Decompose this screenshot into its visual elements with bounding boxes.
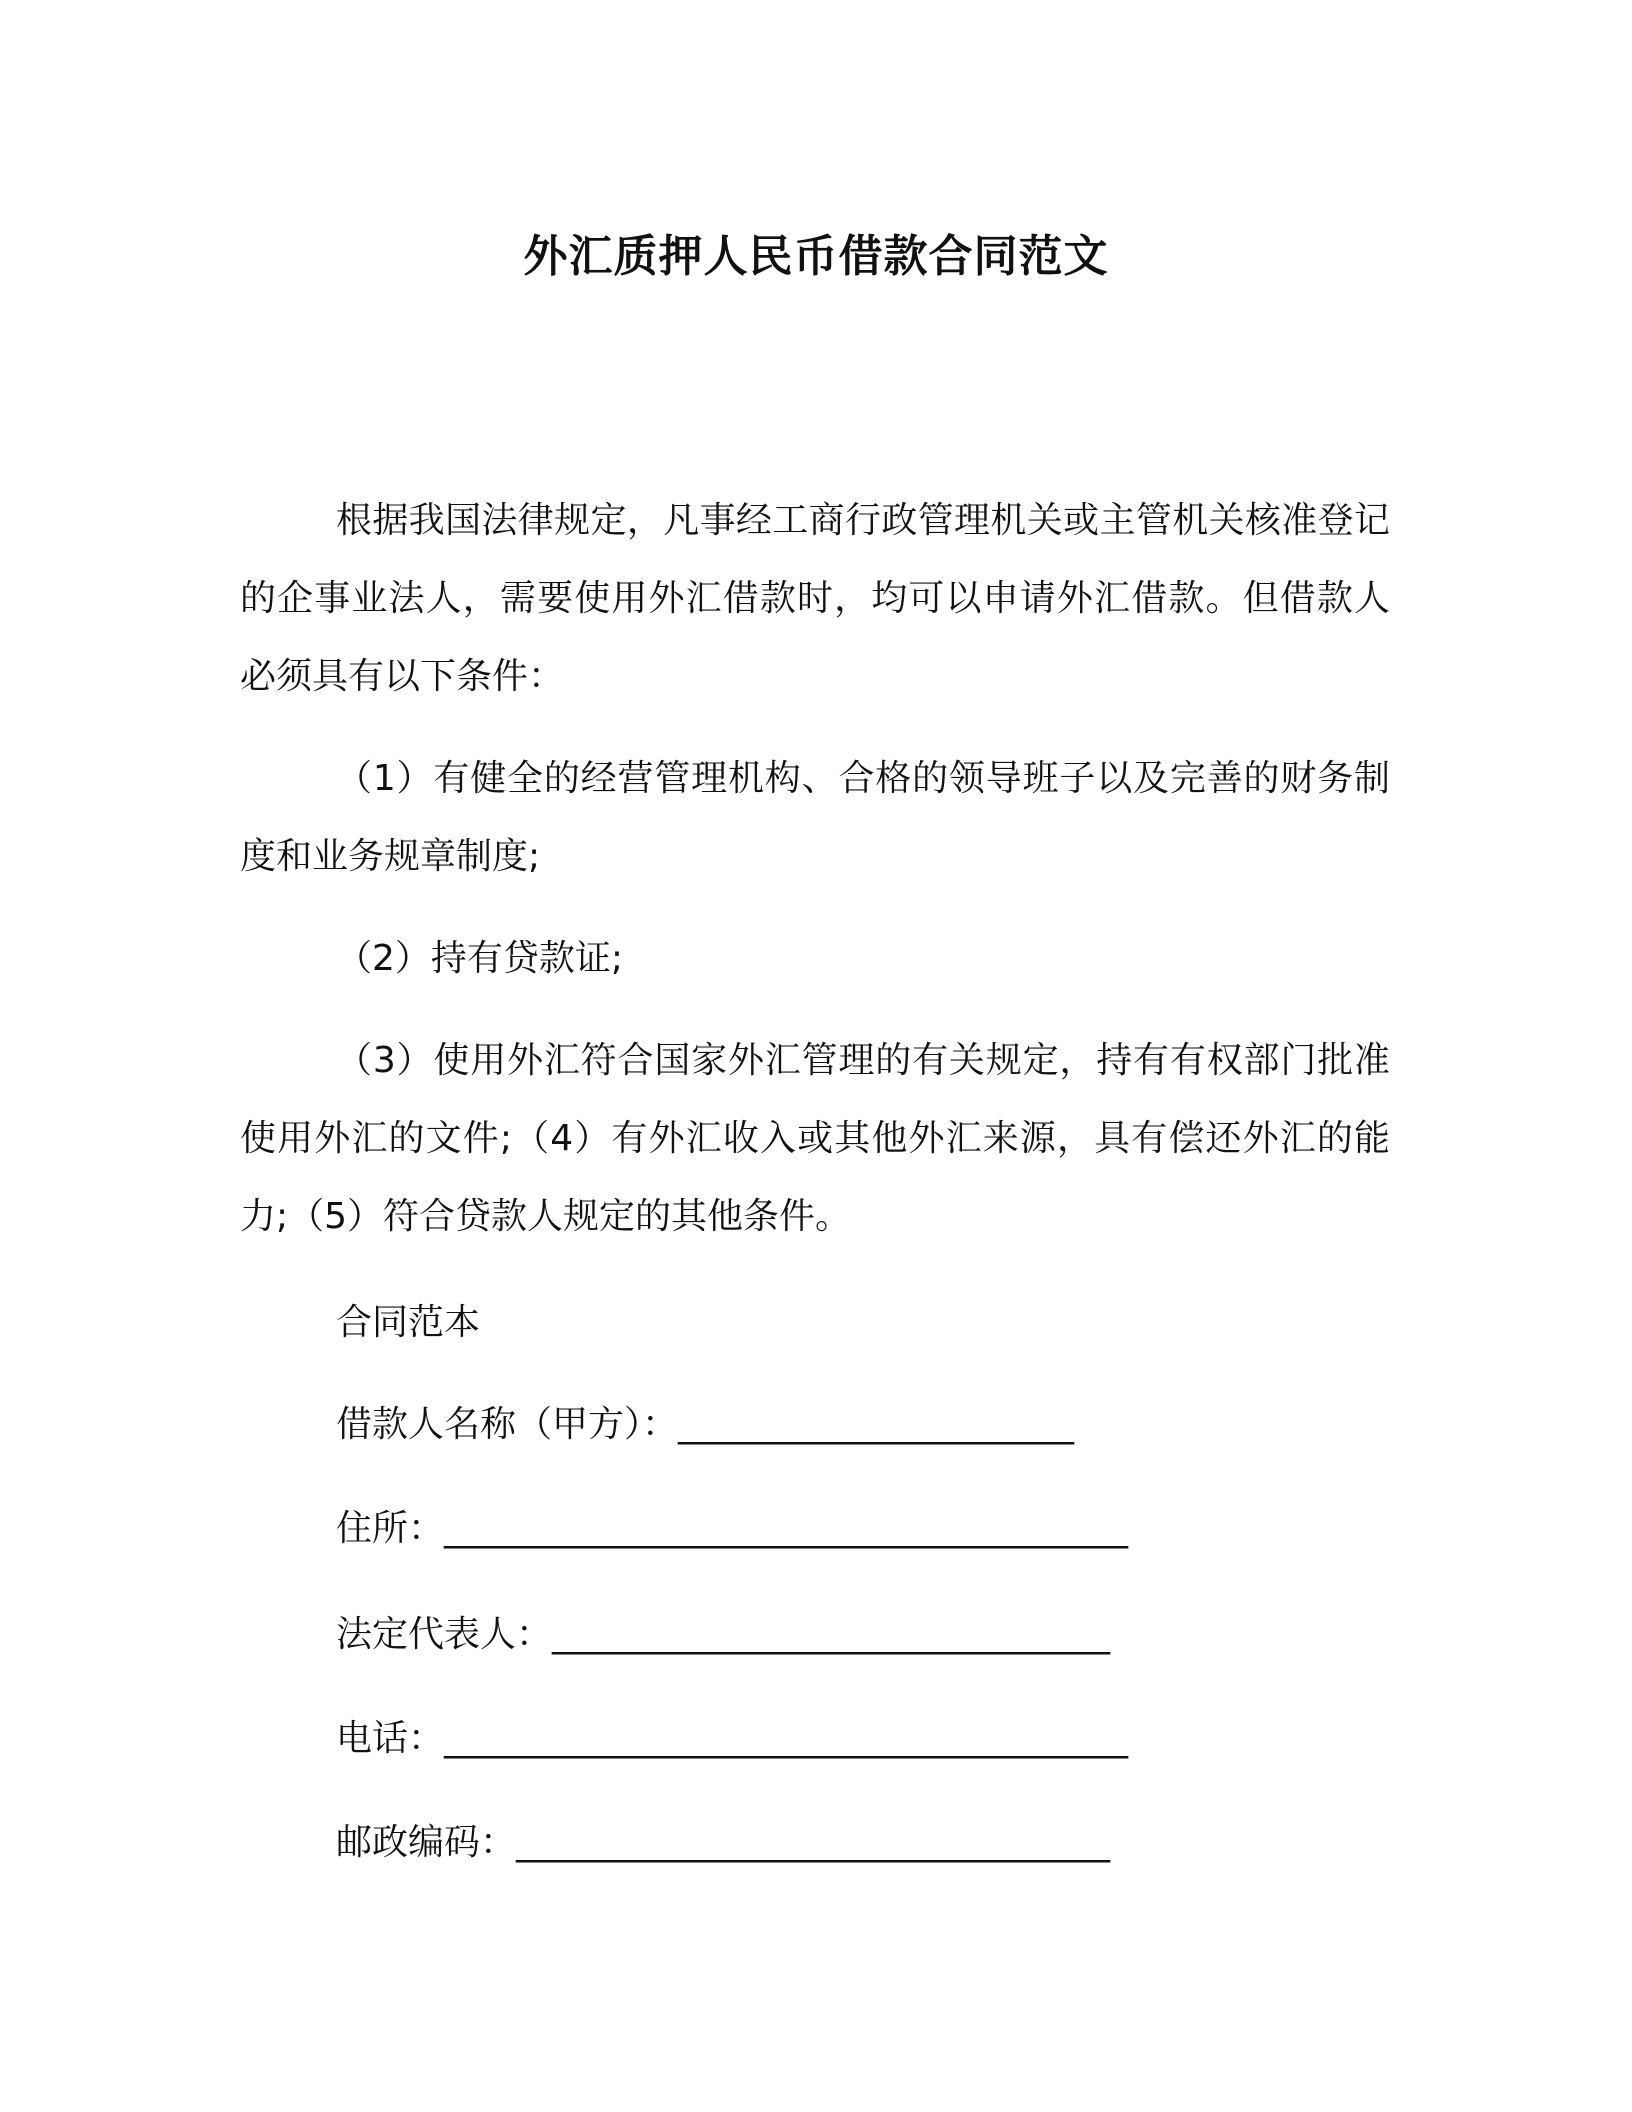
- document-title: 外汇质押人民币借款合同范文: [523, 231, 1109, 282]
- field-blank-line: _______________________________: [552, 1614, 1111, 1655]
- form-field-borrower-name: [336, 1400, 1074, 1450]
- form-field-phone: [336, 1714, 1128, 1764]
- field-label: 法定代表人：: [336, 1614, 553, 1655]
- paragraph-condition-2: （2）持有贷款证;: [336, 938, 624, 979]
- section-heading: [336, 1298, 480, 1348]
- field-label: 借款人名称（甲方）：: [336, 1404, 679, 1445]
- form-field-address: [336, 1504, 1128, 1554]
- form-field-legal-representative: [336, 1610, 1110, 1660]
- field-label: 住所：: [336, 1508, 445, 1549]
- field-label: 电话：: [336, 1718, 445, 1759]
- field-blank-line: _________________________________: [516, 1822, 1111, 1863]
- section-heading-text: 合同范本: [336, 1302, 481, 1343]
- field-label: 邮政编码：: [336, 1822, 517, 1863]
- field-blank-line: ______________________: [678, 1404, 1075, 1445]
- form-field-postal-code: [336, 1818, 1110, 1868]
- paragraph-condition-3-5: （3）使用外汇符合国家外汇管理的有关规定，持有有权部门批准使用外汇的文件;（4）有外汇收入或其他外汇来源，具有偿还外汇的能力;（5）符合贷款人规定的其他条件。: [240, 1040, 1390, 1237]
- field-blank-line: ______________________________________: [444, 1508, 1129, 1549]
- paragraph-condition-1: （1）有健全的经营管理机构、合格的领导班子以及完善的财务制度和业务规章制度;: [240, 758, 1390, 877]
- paragraph-intro: 根据我国法律规定，凡事经工商行政管理机关或主管机关核准登记的企事业法人，需要使用外汇借款时，均可以申请外汇借款。但借款人必须具有以下条件：: [240, 500, 1390, 697]
- field-blank-line: ______________________________________: [444, 1718, 1129, 1759]
